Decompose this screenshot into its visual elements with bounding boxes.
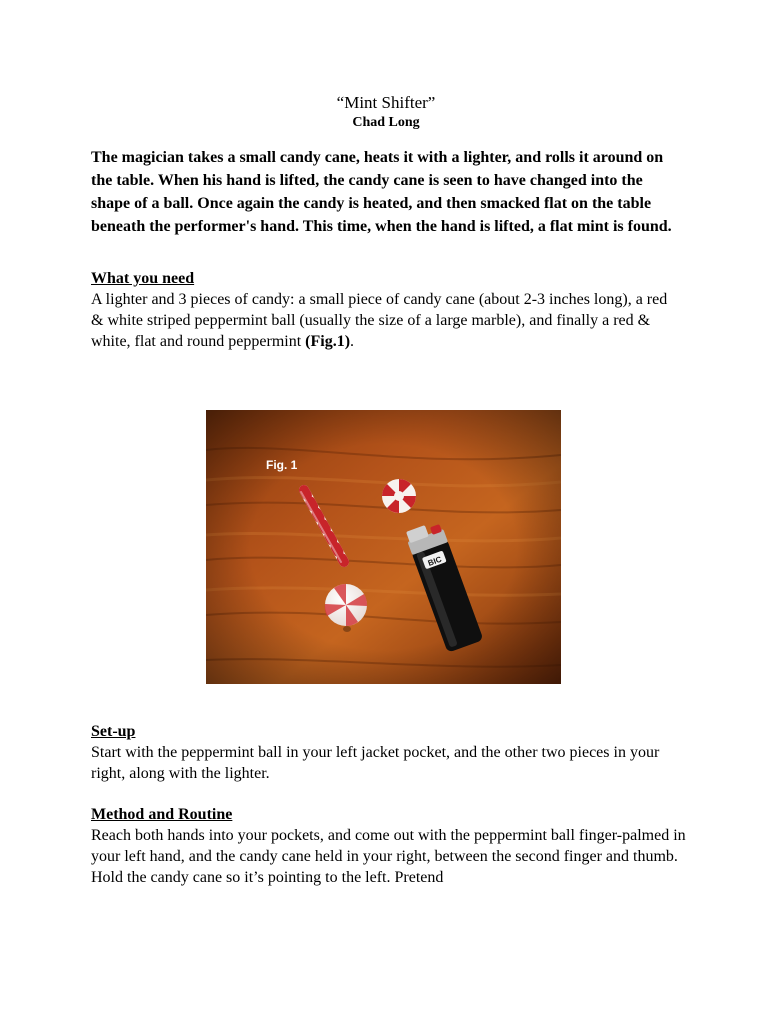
setup-text: Start with the peppermint ball in your left jacket pocket, and the other two pieces in your right, along with the lighter. bbox=[91, 744, 660, 782]
what-you-need-end: . bbox=[350, 333, 355, 350]
lighter-brand-label: BIC bbox=[426, 554, 443, 568]
document-title: “Mint Shifter” bbox=[336, 93, 436, 112]
what-you-need-body: A lighter and 3 pieces of candy: a small piece of candy cane (about 2-3 inches long), a red & white striped peppermint ball (usually the size of a large marble), and finally a red & white, flat and round peppermint bbox=[91, 291, 668, 350]
setup-heading: Set-up bbox=[91, 723, 136, 740]
instructions-section bbox=[91, 721, 691, 888]
what-you-need-text bbox=[91, 289, 681, 352]
flat-peppermint-icon bbox=[382, 479, 416, 513]
document-author: Chad Long bbox=[352, 115, 420, 130]
method-heading: Method and Routine bbox=[91, 806, 233, 823]
document-page bbox=[91, 92, 681, 352]
intro-paragraph: The magician takes a small candy cane, heats it with a lighter, and rolls it around on the table. When his hand is lifted, the candy cane is seen to have changed into the shape of a ball. Once again the candy is heated, and then smacked flat on the table beneath the performer's hand. This time, when the hand is lifted, a flat mint is found. bbox=[91, 149, 672, 235]
fig-reference: (Fig.1) bbox=[305, 333, 351, 350]
figure-1-photo bbox=[206, 410, 561, 684]
what-you-need-heading: What you need bbox=[91, 270, 195, 287]
figure-label: Fig. 1 bbox=[266, 458, 298, 472]
method-text: Reach both hands into your pockets, and come out with the peppermint ball finger-palmed in your left hand, and the candy cane held in your right, between the second finger and thumb. Hold the candy cane so it’s pointing to the left. Pretend bbox=[91, 827, 686, 886]
